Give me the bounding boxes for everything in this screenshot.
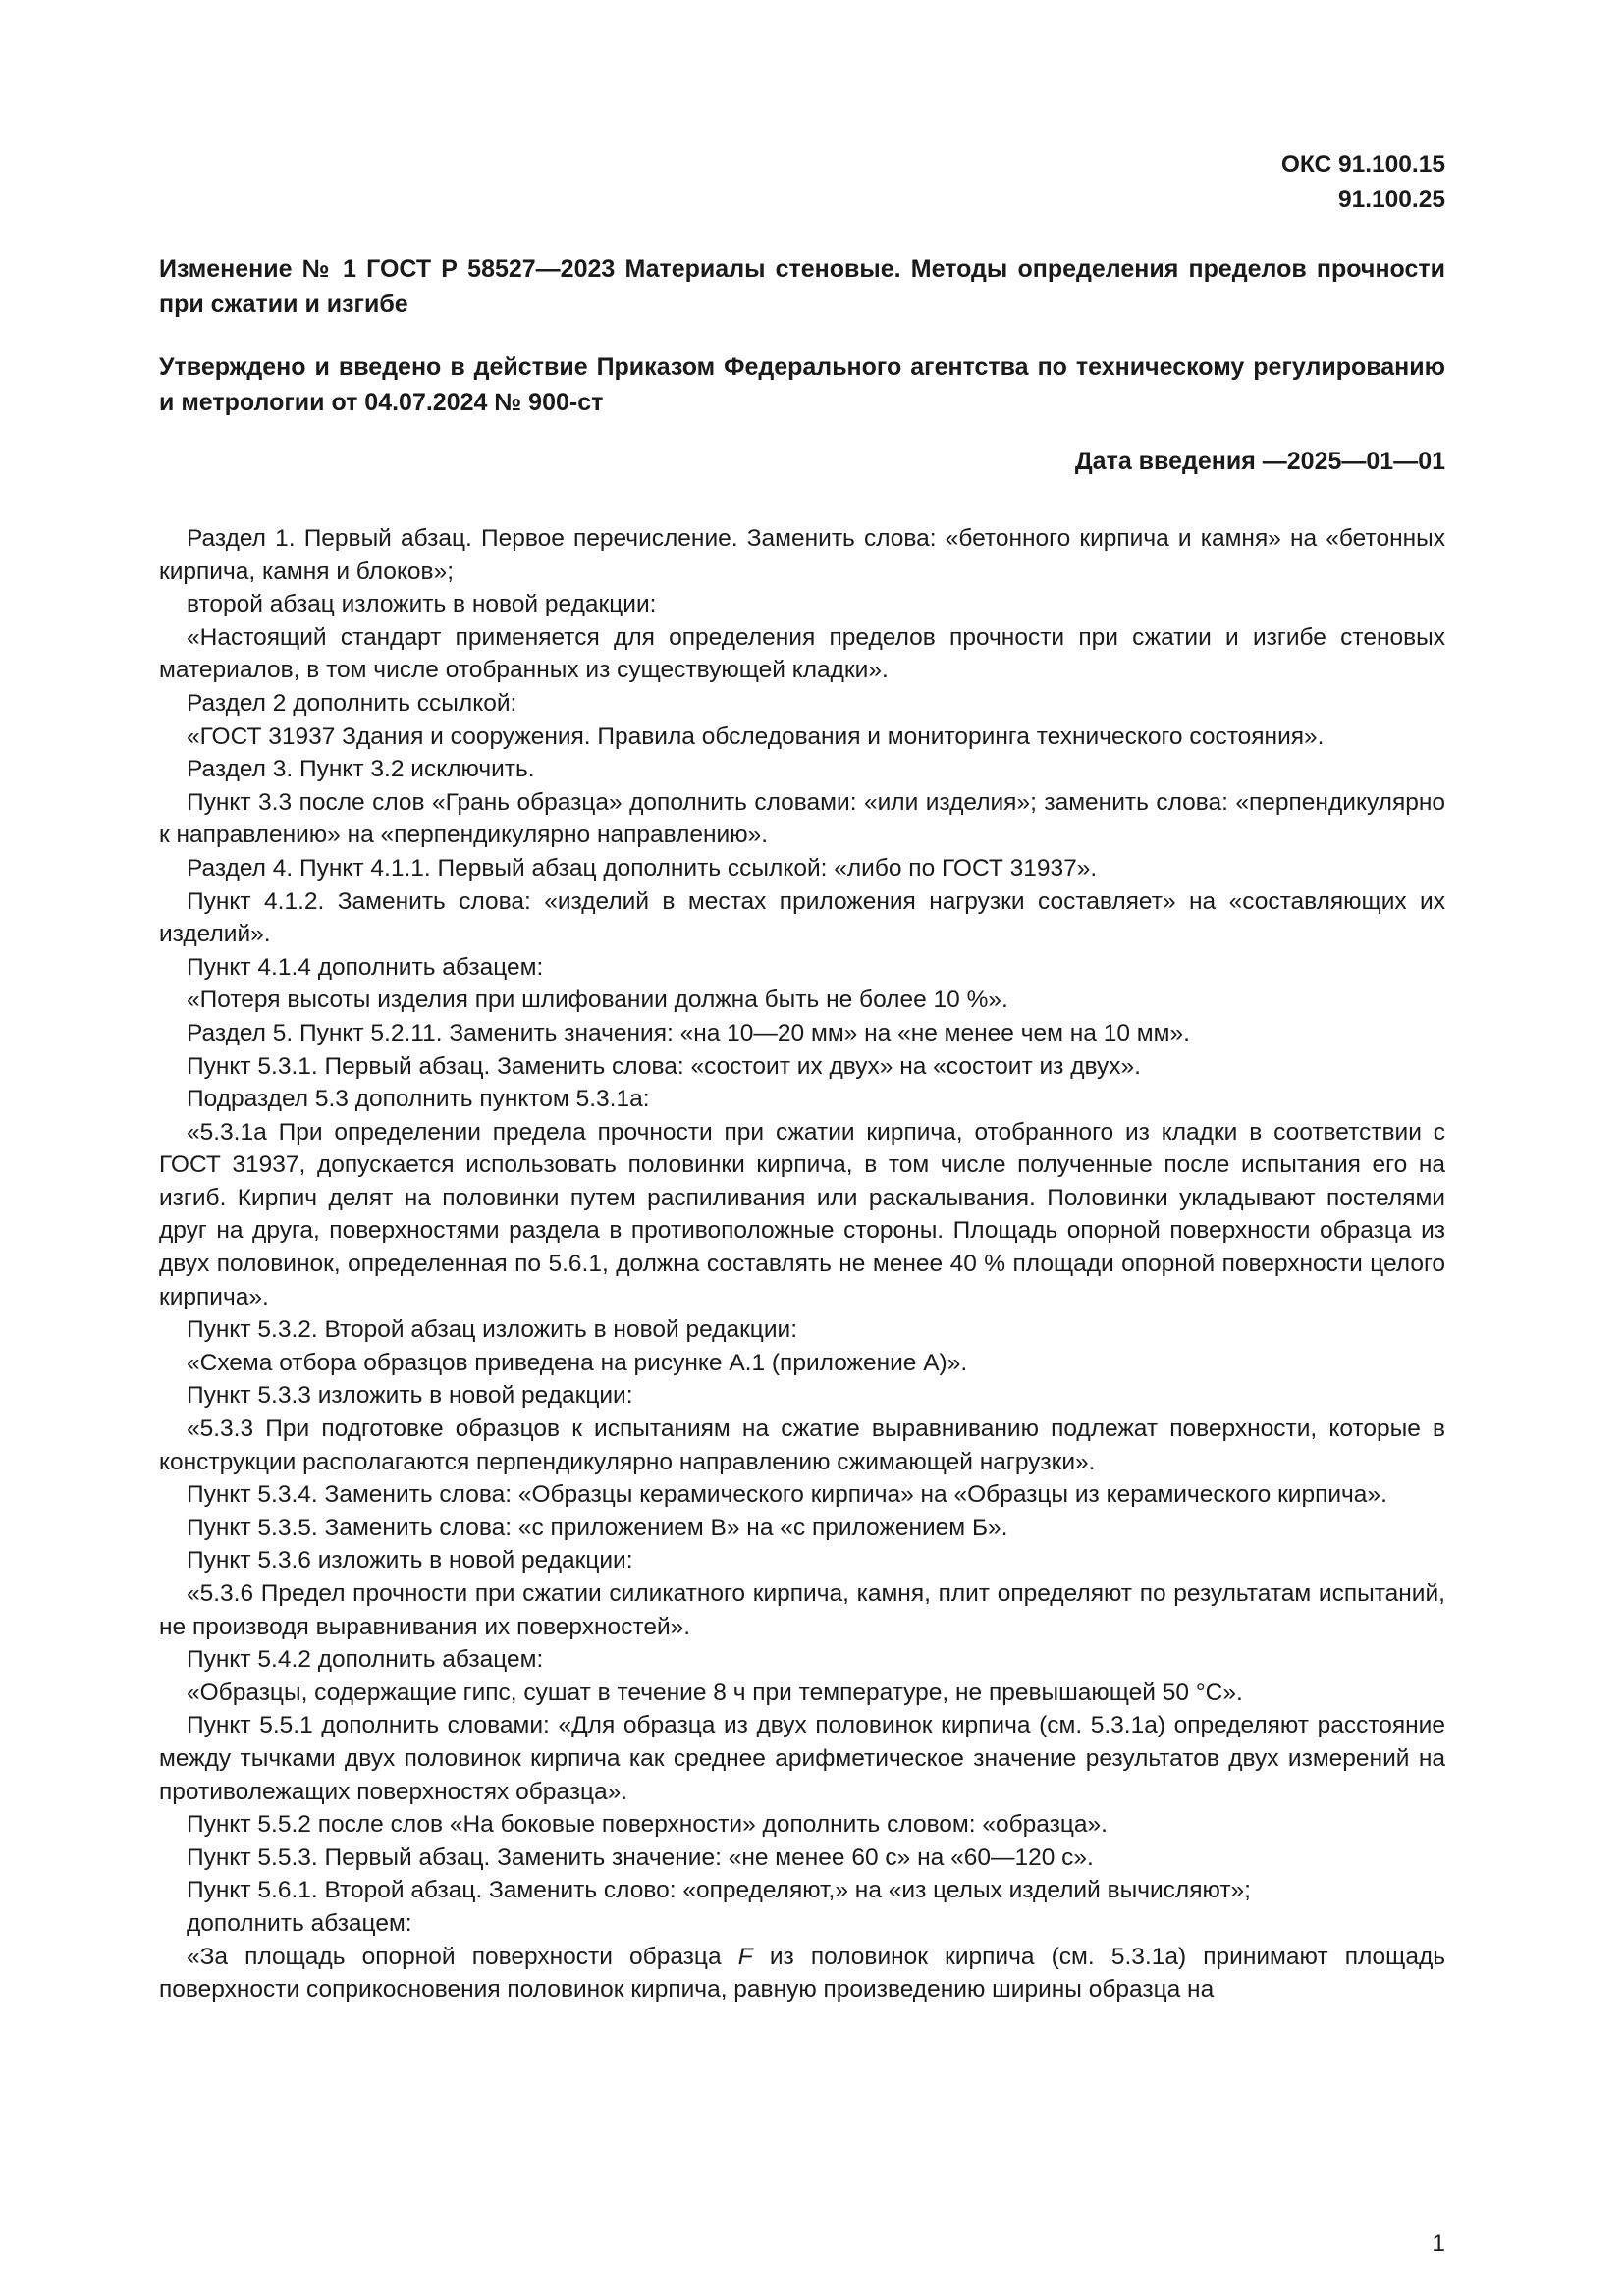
paragraph: Раздел 4. Пункт 4.1.1. Первый абзац дополнить ссылкой: «либо по ГОСТ 31937». (187, 854, 1098, 881)
paragraph: Пункт 5.4.2 дополнить абзацем: (187, 1646, 544, 1674)
paragraph: Раздел 5. Пункт 5.2.11. Заменить значения: «на 10—20 мм» на «не менее чем на 10 мм». (187, 1019, 1190, 1046)
paragraph: Пункт 4.1.2. Заменить слова: «изделий в местах приложения нагрузки составляет» на «составляющих их изделий». (159, 887, 1445, 948)
oks-code-2: 91.100.25 (1338, 187, 1445, 213)
paragraph: «Настоящий стандарт применяется для определения пределов прочности при сжатии и изгибе стеновых материалов, в том числе отобранных из существующей кладки». (159, 623, 1445, 684)
oks-codes (159, 147, 1445, 218)
paragraph: «5.3.1а При определении предела прочности при сжатии кирпича, отобранного из кладки в соответствии с ГОСТ 31937, допускается использовать половинки кирпича, в том числе полученные после испытания его на изгиб. Кирпич делят на половинки путем распиливания или раскалывания. Половинки укладывают постелями друг на друга, поверхностями раздела в противоположные стороны. Площадь опорной поверхности образца из двух половинок, определенная по 5.6.1, должна составлять не менее 40 % площади опорной поверхности целого кирпича». (159, 1118, 1445, 1310)
paragraph: Раздел 2 дополнить ссылкой: (187, 689, 517, 717)
paragraph: Пункт 5.3.6 изложить в новой редакции: (187, 1547, 633, 1575)
page-number: 1 (1432, 2230, 1445, 2257)
paragraph: «5.3.3 При подготовке образцов к испытаниям на сжатие выравниванию подлежат поверхности, которые в конструкции располагаются перпендикулярно направлению сжимающей нагрузки». (159, 1415, 1445, 1475)
paragraph: Пункт 3.3 после слов «Грань образца» дополнить словами: «или изделия»; заменить слова: «перпендикулярно к направлению» на «перпендикулярно направлению». (159, 788, 1445, 849)
paragraph: дополнить абзацем: (187, 1909, 412, 1937)
paragraph: Пункт 5.3.5. Заменить слова: «с приложением В» на «с приложением Б». (187, 1514, 1008, 1541)
paragraph: второй абзац изложить в новой редакции: (187, 591, 657, 618)
paragraph: Пункт 5.3.2. Второй абзац изложить в новой редакции: (187, 1316, 798, 1344)
paragraph: «Образцы, содержащие гипс, сушат в течение 8 ч при температуре, не превышающей 50 °С». (187, 1679, 1243, 1706)
paragraph: «Потеря высоты изделия при шлифовании должна быть не более 10 %». (187, 987, 1008, 1014)
paragraph: Пункт 4.1.4 дополнить абзацем: (187, 953, 544, 981)
paragraph: Раздел 1. Первый абзац. Первое перечисление. Заменить слова: «бетонного кирпича и камня» на «бетонных кирпича, камня и блоков»; (159, 525, 1445, 585)
approval-statement: Утверждено и введено в действие Приказом Федерального агентства по техническому регулированию и метрологии от 04.07.2024 № 900-ст (159, 353, 1445, 416)
paragraph-last (159, 1941, 1445, 2006)
oks-code-1: ОКС 91.100.15 (1280, 151, 1445, 178)
last-text-before: «За площадь опорной поверхности образца (187, 1943, 738, 1970)
last-text-after: из половинок кирпича (см. 5.3.1а) принимают площадь поверхности соприкосновения половинок кирпича, равную произведению ширины образца на (159, 1943, 1446, 2003)
paragraph: Пункт 5.6.1. Второй абзац. Заменить слово: «определяют,» на «из целых изделий вычисляют»; (187, 1877, 1251, 1904)
paragraph: Пункт 5.5.1 дополнить словами: «Для образца из двух половинок кирпича (см. 5.3.1а) определяют расстояние между тычками двух половинок кирпича как среднее арифметическое значение результатов двух измерений на противолежащих поверхностях образца». (159, 1712, 1445, 1805)
effective-date: Дата введения —2025—01—01 (1074, 448, 1445, 475)
variable-f: F (737, 1943, 753, 1970)
paragraph: «Схема отбора образцов приведена на рисунке А.1 (приложение А)». (187, 1349, 968, 1376)
paragraph: Пункт 5.5.3. Первый абзац. Заменить значение: «не менее 60 с» на «60—120 с». (187, 1843, 1094, 1871)
paragraph: Раздел 3. Пункт 3.2 исключить. (187, 756, 535, 783)
paragraph: Пункт 5.3.3 изложить в новой редакции: (187, 1382, 633, 1410)
amendment-body (159, 522, 1445, 2006)
paragraph: Пункт 5.5.2 после слов «На боковые поверхности» дополнить словом: «образца». (187, 1811, 1108, 1839)
paragraph: Пункт 5.3.1. Первый абзац. Заменить слова: «состоит их двух» на «состоит из двух». (187, 1052, 1141, 1080)
document-title: Изменение № 1 ГОСТ Р 58527—2023 Материалы стеновые. Методы определения пределов прочности при сжатии и изгибе (159, 255, 1445, 318)
paragraph: Пункт 5.3.4. Заменить слова: «Образцы керамического кирпича» на «Образцы из керамического кирпича». (187, 1481, 1387, 1509)
paragraph: «5.3.6 Предел прочности при сжатии силикатного кирпича, камня, плит определяют по результатам испытаний, не производя выравнивания их поверхностей». (159, 1580, 1445, 1640)
paragraph: Подраздел 5.3 дополнить пунктом 5.3.1а: (187, 1086, 650, 1113)
paragraph: «ГОСТ 31937 Здания и сооружения. Правила обследования и мониторинга технического состояния». (187, 722, 1325, 750)
